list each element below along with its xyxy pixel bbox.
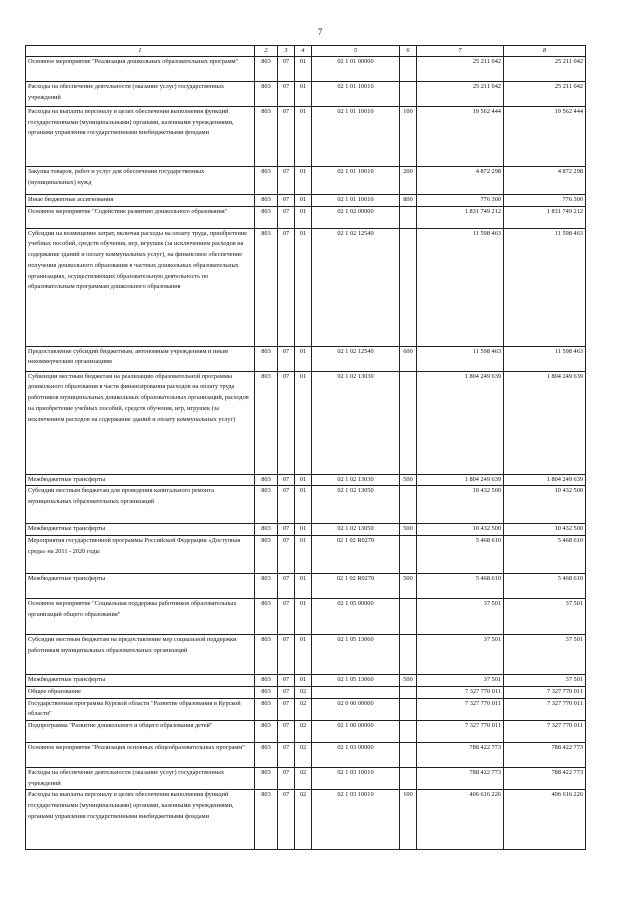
row-name: Предоставление субсидий бюджетным, автономным учреждениям и иным некоммерческим организациям bbox=[26, 346, 255, 371]
row-section-code: 07 bbox=[278, 524, 295, 536]
row-grbs-code: 803 bbox=[255, 536, 278, 574]
row-expense-type bbox=[400, 206, 417, 228]
row-name: Основное мероприятие "Социальная поддержка работников образовательных организаций общего образования" bbox=[26, 599, 255, 635]
table-row bbox=[26, 206, 586, 228]
row-section-code: 07 bbox=[278, 167, 295, 195]
row-target-article: 02 1 01 10010 bbox=[312, 82, 400, 107]
row-expense-type bbox=[400, 599, 417, 635]
row-amount-col7: 5 468 610 bbox=[417, 536, 504, 574]
row-amount-col8: 4 872 298 bbox=[504, 167, 586, 195]
row-grbs-code: 803 bbox=[255, 346, 278, 371]
row-amount-col7: 776 300 bbox=[417, 195, 504, 207]
table-row bbox=[26, 599, 586, 635]
row-subsection-code: 01 bbox=[295, 474, 312, 486]
row-subsection-code: 02 bbox=[295, 742, 312, 767]
row-amount-col7: 19 562 444 bbox=[417, 107, 504, 167]
row-amount-col8: 7 327 770 011 bbox=[504, 686, 586, 698]
row-section-code: 07 bbox=[278, 698, 295, 720]
row-subsection-code: 01 bbox=[295, 107, 312, 167]
row-target-article: 02 1 02 13030 bbox=[312, 474, 400, 486]
row-target-article: 02 1 02 12540 bbox=[312, 228, 400, 346]
row-amount-col8: 1 831 749 212 bbox=[504, 206, 586, 228]
row-name: Основное мероприятие "Реализация основных общеобразовательных программ" bbox=[26, 742, 255, 767]
row-expense-type bbox=[400, 228, 417, 346]
row-section-code: 07 bbox=[278, 486, 295, 524]
table-row bbox=[26, 195, 586, 207]
table-row bbox=[26, 486, 586, 524]
row-section-code: 07 bbox=[278, 206, 295, 228]
table-row bbox=[26, 228, 586, 346]
row-section-code: 07 bbox=[278, 107, 295, 167]
row-name: Расходы на выплаты персоналу в целях обеспечения выполнения функций государственными (муниципальными) органами, казенными учреждениями, органами управления государственными внебюджетными фондами bbox=[26, 107, 255, 167]
row-subsection-code: 02 bbox=[295, 790, 312, 850]
row-grbs-code: 803 bbox=[255, 167, 278, 195]
table-row bbox=[26, 536, 586, 574]
row-grbs-code: 803 bbox=[255, 228, 278, 346]
row-subsection-code: 01 bbox=[295, 228, 312, 346]
row-expense-type: 500 bbox=[400, 474, 417, 486]
row-expense-type: 200 bbox=[400, 167, 417, 195]
row-target-article: 02 1 03 00000 bbox=[312, 742, 400, 767]
header-row bbox=[26, 46, 586, 57]
row-target-article: 02 1 01 10010 bbox=[312, 107, 400, 167]
table-row bbox=[26, 57, 586, 82]
row-amount-col7: 37 501 bbox=[417, 675, 504, 687]
row-section-code: 07 bbox=[278, 767, 295, 789]
row-name: Основное мероприятие "Реализация дошкольных образовательных программ" bbox=[26, 57, 255, 82]
col-header-2: 2 bbox=[255, 46, 278, 57]
row-grbs-code: 803 bbox=[255, 767, 278, 789]
row-subsection-code: 02 bbox=[295, 767, 312, 789]
row-grbs-code: 803 bbox=[255, 675, 278, 687]
row-target-article: 02 1 01 10010 bbox=[312, 195, 400, 207]
row-section-code: 07 bbox=[278, 720, 295, 742]
row-amount-col7: 7 327 770 011 bbox=[417, 686, 504, 698]
row-subsection-code: 01 bbox=[295, 524, 312, 536]
table-row bbox=[26, 698, 586, 720]
row-amount-col7: 1 804 249 639 bbox=[417, 371, 504, 474]
row-amount-col8: 10 432 500 bbox=[504, 486, 586, 524]
row-expense-type: 500 bbox=[400, 675, 417, 687]
row-grbs-code: 803 bbox=[255, 599, 278, 635]
row-name: Иные бюджетные ассигнования bbox=[26, 195, 255, 207]
row-grbs-code: 803 bbox=[255, 474, 278, 486]
row-amount-col7: 37 501 bbox=[417, 635, 504, 675]
row-grbs-code: 803 bbox=[255, 206, 278, 228]
row-grbs-code: 803 bbox=[255, 57, 278, 82]
row-name: Межбюджетные трансферты bbox=[26, 675, 255, 687]
row-section-code: 07 bbox=[278, 371, 295, 474]
row-section-code: 07 bbox=[278, 599, 295, 635]
row-amount-col7: 788 422 773 bbox=[417, 742, 504, 767]
row-subsection-code: 01 bbox=[295, 675, 312, 687]
row-subsection-code: 01 bbox=[295, 206, 312, 228]
row-amount-col8: 5 468 610 bbox=[504, 536, 586, 574]
row-amount-col8: 19 562 444 bbox=[504, 107, 586, 167]
row-amount-col8: 406 616 226 bbox=[504, 790, 586, 850]
row-expense-type bbox=[400, 57, 417, 82]
row-section-code: 07 bbox=[278, 686, 295, 698]
row-amount-col8: 5 468 610 bbox=[504, 574, 586, 599]
row-target-article bbox=[312, 686, 400, 698]
row-amount-col7: 5 468 610 bbox=[417, 574, 504, 599]
row-section-code: 07 bbox=[278, 346, 295, 371]
row-name: Субсидии местным бюджетам для проведения капитального ремонта муниципальных образовательных организаций bbox=[26, 486, 255, 524]
row-grbs-code: 803 bbox=[255, 195, 278, 207]
row-amount-col7: 25 211 042 bbox=[417, 82, 504, 107]
row-amount-col8: 10 432 500 bbox=[504, 524, 586, 536]
row-section-code: 07 bbox=[278, 57, 295, 82]
row-name: Государственная программа Курской области "Развитие образования в Курской области" bbox=[26, 698, 255, 720]
row-section-code: 07 bbox=[278, 635, 295, 675]
row-amount-col8: 37 501 bbox=[504, 635, 586, 675]
row-grbs-code: 803 bbox=[255, 82, 278, 107]
row-expense-type bbox=[400, 720, 417, 742]
row-amount-col7: 10 432 500 bbox=[417, 524, 504, 536]
row-amount-col7: 406 616 226 bbox=[417, 790, 504, 850]
row-subsection-code: 01 bbox=[295, 195, 312, 207]
row-section-code: 07 bbox=[278, 474, 295, 486]
row-grbs-code: 803 bbox=[255, 720, 278, 742]
row-grbs-code: 803 bbox=[255, 635, 278, 675]
row-name: Расходы на обеспечение деятельности (оказание услуг) государственных учреждений bbox=[26, 767, 255, 789]
row-section-code: 07 bbox=[278, 228, 295, 346]
row-expense-type: 100 bbox=[400, 790, 417, 850]
row-subsection-code: 02 bbox=[295, 720, 312, 742]
row-name: Расходы на обеспечение деятельности (оказание услуг) государственных учреждений bbox=[26, 82, 255, 107]
row-name: Субвенции местным бюджетам на реализацию образовательной программы дошкольного образования в части финансирования расходов на оплату труда работников муниципальных дошкольных образовательных организаций, расходов на приобретение учебных пособий, средств обучения, игр, игрушек (за исключением расходов на содержание зданий и оплату коммунальных услуг) bbox=[26, 371, 255, 474]
row-target-article: 02 1 05 00000 bbox=[312, 599, 400, 635]
row-name: Субсидии местным бюджетам на предоставление мер социальной поддержки работникам муниципальных образовательных организаций bbox=[26, 635, 255, 675]
row-section-code: 07 bbox=[278, 574, 295, 599]
row-name: Общее образование bbox=[26, 686, 255, 698]
row-grbs-code: 803 bbox=[255, 686, 278, 698]
row-subsection-code: 02 bbox=[295, 686, 312, 698]
row-amount-col8: 776 300 bbox=[504, 195, 586, 207]
table-row bbox=[26, 675, 586, 687]
row-amount-col8: 11 598 463 bbox=[504, 346, 586, 371]
row-subsection-code: 01 bbox=[295, 574, 312, 599]
row-target-article: 02 1 00 00000 bbox=[312, 720, 400, 742]
row-name: Закупка товаров, работ и услуг для обеспечения государственных (муниципальных) нужд bbox=[26, 167, 255, 195]
row-target-article: 02 1 05 13060 bbox=[312, 635, 400, 675]
row-expense-type: 100 bbox=[400, 107, 417, 167]
row-subsection-code: 01 bbox=[295, 371, 312, 474]
row-name: Субсидии на возмещение затрат, включая расходы на оплату труда, приобретение учебных пособий, средств обучения, игр, игрушек (за исключением расходов на содержание зданий и оплату коммунальных услуг), на финансовое обеспечение получения дошкольного образования в частных дошкольных образовательных организациях, осуществляющих образовательную деятельность по образовательным программам дошкольного образования bbox=[26, 228, 255, 346]
row-grbs-code: 803 bbox=[255, 574, 278, 599]
row-amount-col8: 7 327 770 011 bbox=[504, 720, 586, 742]
row-section-code: 07 bbox=[278, 536, 295, 574]
row-amount-col8: 788 422 773 bbox=[504, 767, 586, 789]
row-amount-col7: 11 598 463 bbox=[417, 228, 504, 346]
row-expense-type bbox=[400, 371, 417, 474]
col-header-3: 3 bbox=[278, 46, 295, 57]
row-amount-col7: 1 804 249 639 bbox=[417, 474, 504, 486]
row-grbs-code: 803 bbox=[255, 371, 278, 474]
row-expense-type bbox=[400, 767, 417, 789]
row-amount-col8: 25 211 042 bbox=[504, 82, 586, 107]
row-target-article: 02 1 02 12540 bbox=[312, 346, 400, 371]
row-name: Подпрограмма "Развитие дошкольного и общего образования детей" bbox=[26, 720, 255, 742]
row-subsection-code: 01 bbox=[295, 486, 312, 524]
row-amount-col7: 4 872 298 bbox=[417, 167, 504, 195]
col-header-8: 8 bbox=[504, 46, 586, 57]
row-expense-type: 800 bbox=[400, 195, 417, 207]
row-subsection-code: 01 bbox=[295, 346, 312, 371]
row-target-article: 02 0 00 00000 bbox=[312, 698, 400, 720]
row-target-article: 02 1 02 13050 bbox=[312, 524, 400, 536]
col-header-4: 4 bbox=[295, 46, 312, 57]
row-expense-type bbox=[400, 82, 417, 107]
table-row bbox=[26, 767, 586, 789]
table-row bbox=[26, 371, 586, 474]
row-amount-col8: 7 327 770 011 bbox=[504, 698, 586, 720]
row-amount-col7: 7 327 770 011 bbox=[417, 698, 504, 720]
row-amount-col8: 11 598 463 bbox=[504, 228, 586, 346]
budget-table bbox=[25, 45, 586, 850]
col-header-7: 7 bbox=[417, 46, 504, 57]
row-grbs-code: 803 bbox=[255, 698, 278, 720]
row-amount-col8: 1 804 249 639 bbox=[504, 474, 586, 486]
row-amount-col7: 788 422 773 bbox=[417, 767, 504, 789]
row-name: Расходы на выплаты персоналу в целях обеспечения выполнения функций государственными (муниципальными) органами, казенными учреждениями, органами управления государственными внебюджетными фондами bbox=[26, 790, 255, 850]
row-grbs-code: 803 bbox=[255, 524, 278, 536]
row-grbs-code: 803 bbox=[255, 790, 278, 850]
row-grbs-code: 803 bbox=[255, 107, 278, 167]
row-amount-col7: 25 211 042 bbox=[417, 57, 504, 82]
row-section-code: 07 bbox=[278, 742, 295, 767]
row-amount-col8: 788 422 773 bbox=[504, 742, 586, 767]
row-expense-type: 600 bbox=[400, 346, 417, 371]
row-target-article: 02 1 02 13050 bbox=[312, 486, 400, 524]
row-grbs-code: 803 bbox=[255, 486, 278, 524]
table-row bbox=[26, 107, 586, 167]
row-name: Мероприятия государственной программы Российской Федерации «Доступная среда» на 2011 - 2020 годы bbox=[26, 536, 255, 574]
row-expense-type bbox=[400, 536, 417, 574]
row-subsection-code: 02 bbox=[295, 698, 312, 720]
row-target-article: 02 1 03 10010 bbox=[312, 790, 400, 850]
row-subsection-code: 01 bbox=[295, 599, 312, 635]
table-row bbox=[26, 720, 586, 742]
table-row bbox=[26, 790, 586, 850]
row-subsection-code: 01 bbox=[295, 167, 312, 195]
row-target-article: 02 1 02 00000 bbox=[312, 206, 400, 228]
row-amount-col8: 25 211 042 bbox=[504, 57, 586, 82]
row-section-code: 07 bbox=[278, 82, 295, 107]
row-name: Основное мероприятие "Содействие развитию дошкольного образования" bbox=[26, 206, 255, 228]
row-amount-col7: 37 501 bbox=[417, 599, 504, 635]
row-target-article: 02 1 01 10010 bbox=[312, 167, 400, 195]
table-row bbox=[26, 474, 586, 486]
table-row bbox=[26, 742, 586, 767]
table-row bbox=[26, 346, 586, 371]
row-expense-type bbox=[400, 698, 417, 720]
table-row bbox=[26, 686, 586, 698]
row-expense-type bbox=[400, 742, 417, 767]
row-section-code: 07 bbox=[278, 195, 295, 207]
row-section-code: 07 bbox=[278, 675, 295, 687]
row-amount-col8: 1 804 249 639 bbox=[504, 371, 586, 474]
row-target-article: 02 1 05 13060 bbox=[312, 675, 400, 687]
row-name: Межбюджетные трансферты bbox=[26, 574, 255, 599]
table-row bbox=[26, 524, 586, 536]
row-expense-type bbox=[400, 486, 417, 524]
table-row bbox=[26, 635, 586, 675]
row-expense-type bbox=[400, 686, 417, 698]
row-expense-type: 500 bbox=[400, 524, 417, 536]
col-header-5: 5 bbox=[312, 46, 400, 57]
row-name: Межбюджетные трансферты bbox=[26, 474, 255, 486]
row-subsection-code: 01 bbox=[295, 82, 312, 107]
col-header-6: 6 bbox=[400, 46, 417, 57]
table-row bbox=[26, 574, 586, 599]
row-subsection-code: 01 bbox=[295, 57, 312, 82]
row-amount-col8: 37 501 bbox=[504, 675, 586, 687]
row-grbs-code: 803 bbox=[255, 742, 278, 767]
row-amount-col8: 37 501 bbox=[504, 599, 586, 635]
row-target-article: 02 1 02 R0270 bbox=[312, 536, 400, 574]
row-amount-col7: 11 598 463 bbox=[417, 346, 504, 371]
row-subsection-code: 01 bbox=[295, 635, 312, 675]
row-subsection-code: 01 bbox=[295, 536, 312, 574]
table-row bbox=[26, 167, 586, 195]
row-section-code: 07 bbox=[278, 790, 295, 850]
row-target-article: 02 1 01 00000 bbox=[312, 57, 400, 82]
row-amount-col7: 10 432 500 bbox=[417, 486, 504, 524]
table-row bbox=[26, 82, 586, 107]
page-number: 7 bbox=[317, 27, 323, 37]
row-name: Межбюджетные трансферты bbox=[26, 524, 255, 536]
row-target-article: 02 1 02 R0270 bbox=[312, 574, 400, 599]
row-target-article: 02 1 03 10010 bbox=[312, 767, 400, 789]
row-amount-col7: 7 327 770 011 bbox=[417, 720, 504, 742]
row-amount-col7: 1 831 749 212 bbox=[417, 206, 504, 228]
row-target-article: 02 1 02 13030 bbox=[312, 371, 400, 474]
row-expense-type bbox=[400, 635, 417, 675]
col-header-1: 1 bbox=[26, 46, 255, 57]
row-expense-type: 500 bbox=[400, 574, 417, 599]
